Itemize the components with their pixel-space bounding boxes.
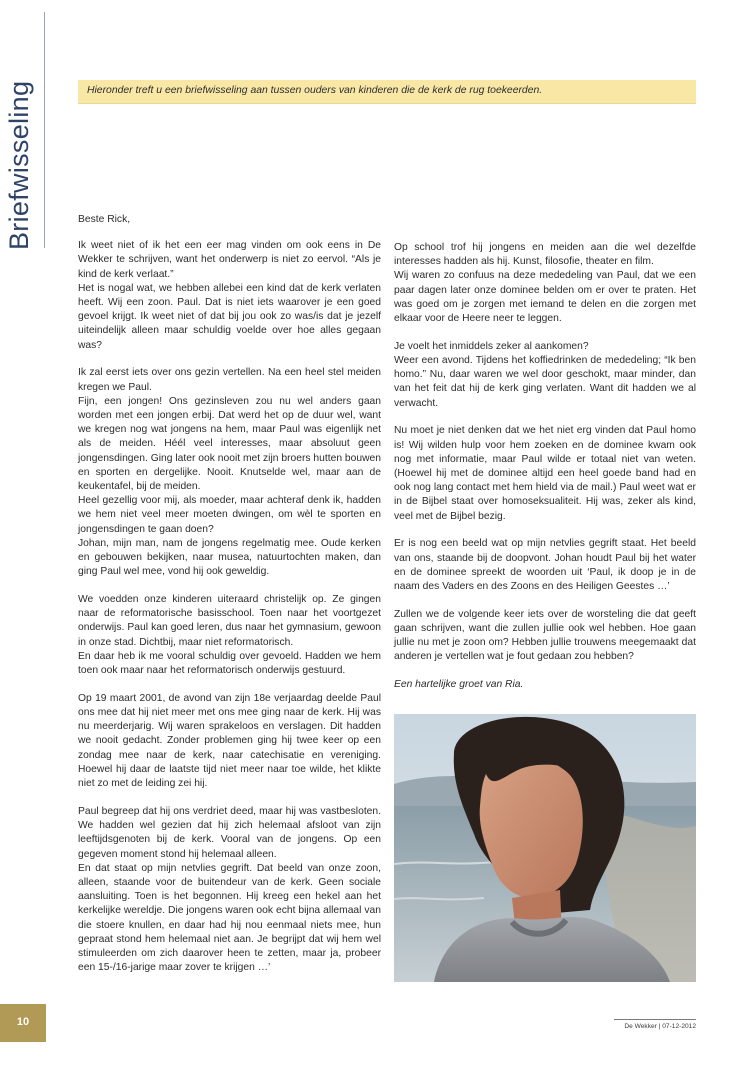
letter-paragraph: Op 19 maart 2001, de avond van zijn 18e verjaardag deelde Paul ons mee dat hij niet meer met ons mee ging naar de kerk. Hij was nu meerderjarig. Wij waren sprakeloos en verslagen. Dit hadden we nooit gedacht. Zonder problemen ging hij twee keer op een zondag mee naar de kerk, naar catechisatie en vereniging. Hoewel hij daar de laatste tijd niet meer naar toe wilde, het klikte niet zo met de leiding zei hij. [78,692,381,790]
intro-banner: Hieronder treft u een briefwisseling aan tussen ouders van kinderen die de kerk de rug toekeerden. [78,80,696,104]
letter-paragraph: Op school trof hij jongens en meiden aan die wel dezelfde interesses hadden als hij. Kunst, filosofie, theater en film. [394,242,696,268]
left-paragraphs [78,239,381,975]
letter-paragraph: Het is nogal wat, we hebben allebei een kind dat de kerk verlaten heeft. Wij een zoon. Paul. Dat is niet iets waarover je een goed gevoel krijgt. Ik weet niet of dat bij jou ook zo was/is dat je jezelf uiteindelijk alleen maar schuldig voelde over hoe alles gegaan was? [78,282,381,351]
letter-paragraph: En daar heb ik me vooral schuldig over gevoeld. Hadden we hem toen ook maar naar het reformatorisch onderwijs gestuurd. [78,650,381,677]
footer-rule [614,1019,696,1020]
section-title: Briefwisseling [4,80,34,250]
letter-paragraph: Johan, mijn man, nam de jongens regelmatig mee. Oude kerken en gebouwen bekijken, naar musea, natuurtochten maken, dan ging Paul wel mee, vond hij ook geweldig. [78,537,381,578]
letter-salutation: Beste Rick, [78,214,131,225]
letter-paragraph: Paul begreep dat hij ons verdriet deed, maar hij was vastbesloten. We hadden wel gezien dat hij zich helemaal afsloot van zijn leeftijdsgenoten bij de kerk. Vooral van de jongens. Op een gegeven moment stond hij helemaal alleen. [78,805,381,860]
portrait-illustration [394,714,696,982]
letter-paragraph: Weer een avond. Tijdens het koffiedrinken de mededeling; “Ik ben homo.” Nu, daar waren we wel door geschokt, maar minder, dan van het feit dat hij de kerk ging verlaten. Want dit hadden we al verwacht. [394,355,696,409]
letter-paragraph: Ik weet niet of ik het een eer mag vinden om ook eens in De Wekker te schrijven, want het onderwerp is niet zo eervol. “Als je kind de kerk verlaat.” [78,240,381,280]
letter-paragraph: We voedden onze kinderen uiteraard christelijk op. Ze gingen naar de reformatorische basisschool. Toen naar het voortgezet onderwijs. Paul kan goed leren, dus naar het gymnasium, gewoon in onze stad. Dichtbij, maar niet reformatorisch. [78,594,381,648]
page-number-tab: 10 [0,1004,46,1042]
letter-paragraph: Zullen we de volgende keer iets over de worsteling die dat geeft gaan schrijven, want die zullen jullie ook wel hebben. Hoe gaan jullie nu met je zoon om? Hebben jullie trouwens meegemaakt dat anderen je vertellen wat je fout gedaan zou hebben? [394,608,696,663]
letter-column-right [394,241,696,692]
portrait-photo [394,714,696,982]
letter-paragraph: Wij waren zo confuus na deze mededeling van Paul, dat we een paar dagen later onze dominee belden om er over te praten. Het was goed om je zorgen met iemand te delen en die zorgen met elkaar voor de Heere neer te leggen. [394,270,696,325]
letter-paragraph: Nu moet je niet denken dat we het niet erg vinden dat Paul homo is! Wij wilden hulp voor hem zoeken en de dominee kwam ook nog met informatie, maar Paul wilde er totaal niet van weten. (Hoewel hij met de dominee altijd een heel goede band had en ook nog lang contact met hem hield via de mail.) Paul weet wat er in de Bijbel staat over homoseksualiteit. Hij was, zeker als kind, veel met de Bijbel bezig. [394,425,696,522]
side-rule [44,12,45,248]
letter-paragraph: En dat staat op mijn netvlies gegrift. Dat beeld van onze zoon, alleen, staande voor de buitendeur van de kerk. Geen sociale aansluiting. Toen is het begonnen. Hij kreeg een hekel aan het kerkelijke wereldje. Die jongens waren ook echt bijna allemaal van die stoere knullen, en daar had hij nou eenmaal niets mee, hun gepraat stond hem helemaal niet aan. Je begrijpt dat wij hem wel stimuleerden om zich daarover heen te zetten, maar ja, probeer een 15-/16-jarige maar zover te krijgen …’ [78,862,381,974]
letter-paragraph: Ik zal eerst iets over ons gezin vertellen. Na een heel stel meiden kregen we Paul. [78,367,381,393]
letter-paragraph: Heel gezellig voor mij, als moeder, maar achteraf denk ik, hadden we hem niet veel meer moeten dwingen, om wèl te sporten en jongensdingen te gaan doen? [78,495,381,535]
letter-paragraph: Fijn, een jongen! Ons gezinsleven zou nu wel anders gaan worden met een jongen erbij. Dat werd het op de duur wel, want we kregen nog wat jongens na hem, maar Paul was eigenlijk net als de meiden. Héél veel interesses, maar absoluut geen jongensdingen. Ging later ook nooit met zijn broers hutten bouwen en sporten en dergelijke. Nooit. Knutselde wel, maar aan de keukentafel, bij de meiden. [78,395,381,493]
letter-paragraph: Je voelt het inmiddels zeker al aankomen? [394,340,589,352]
letter-signoff: Een hartelijke groet van Ria. [394,679,524,691]
right-paragraphs [394,241,696,665]
letter-paragraph: Er is nog een beeld wat op mijn netvlies gegrift staat. Het beeld van ons, staande bij de doopvont. Johan houdt Paul bij het water en de dominee spreekt de woorden uit ‘Paul, ik doop je in de naam des Vaders en des Zoons en des Heiligen Geestes …’ [394,538,696,593]
letter-column-left [78,213,381,975]
publication-info: De Wekker | 07-12-2012 [624,1023,696,1030]
